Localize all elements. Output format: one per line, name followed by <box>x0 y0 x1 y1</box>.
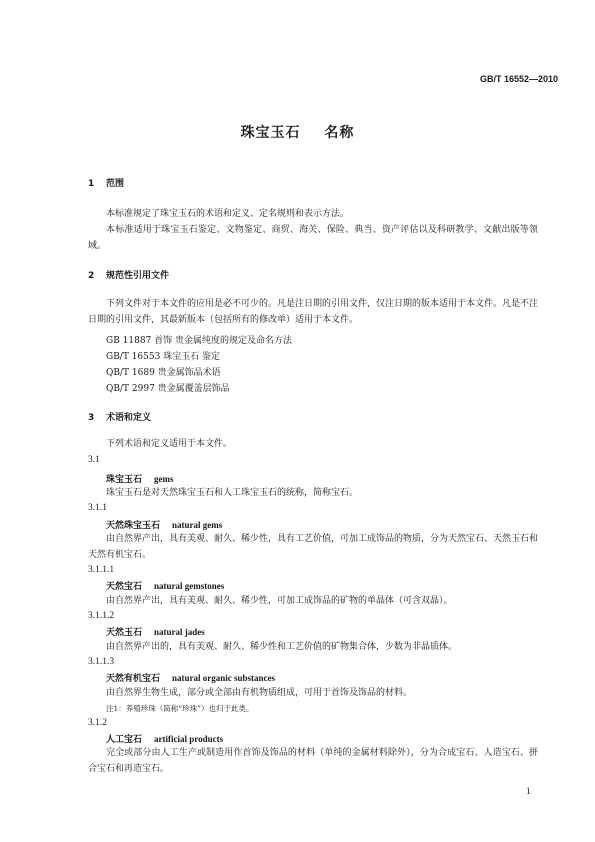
term-en: natural organic substances <box>172 673 276 683</box>
section-1-title: 范围 <box>106 179 125 189</box>
page-number: 1 <box>526 786 531 796</box>
term-zh: 天然有机宝石 <box>106 674 161 684</box>
term-heading <box>106 671 275 684</box>
clause-number: 3.1 <box>88 455 100 465</box>
term-definition: 珠宝玉石是对天然珠宝玉石和人工珠宝玉石的统称，简称宝石。 <box>106 488 359 498</box>
section-1-heading <box>88 176 124 189</box>
clause-number: 3.1.1.1 <box>88 565 115 575</box>
section-3-title: 术语和定义 <box>106 413 152 423</box>
section-2-paragraph-1: 下列文件对于本文件的应用是必不可少的。凡是注日期的引用文件，仅注日期的版本适用于本文件。凡是不注日期的引用文件，其最新版本（包括所有的修改单）适用于本文件。 <box>88 299 539 325</box>
section-1-paragraph-2: 本标准适用于珠宝玉石鉴定、文物鉴定、商贸、海关、保险、典当、资产评估以及科研教学、文献出版等领域。 <box>88 225 538 251</box>
clause-number: 3.1.1 <box>88 503 107 513</box>
section-2-title: 规范性引用文件 <box>106 271 170 281</box>
section-3-heading <box>88 410 151 423</box>
term-zh: 珠宝玉石 <box>106 475 143 485</box>
term-en: natural gems <box>172 520 223 530</box>
standard-number: GB/T 16552—2010 <box>480 74 559 84</box>
normative-reference: QB/T 1689 贵金属饰品术语 <box>106 368 221 378</box>
term-definition: 由自然界产出，具有美观、耐久、稀少性，具有工艺价值，可加工成饰品的物质，分为天然宝石、天然玉石和天然有机宝石。 <box>88 534 539 560</box>
term-zh: 天然玉石 <box>106 628 143 638</box>
clause-number: 3.1.1.3 <box>88 657 115 667</box>
normative-reference: GB 11887 首饰 贵金属纯度的规定及命名方法 <box>106 336 293 346</box>
term-note: 注1：养殖珍珠（简称“珍珠”）也归于此类。 <box>106 704 254 713</box>
normative-reference: QB/T 2997 贵金属覆盖层饰品 <box>106 384 230 394</box>
term-definition: 由自然界生物生成，部分或全部由有机物质组成，可用于首饰及饰品的材料。 <box>106 688 413 698</box>
term-heading <box>106 625 205 638</box>
term-heading <box>106 472 174 485</box>
term-definition: 由自然界产出，具有美观、耐久、稀少性，可加工成饰品的矿物的单晶体（可含双晶）。 <box>106 596 453 606</box>
section-2-heading <box>88 268 169 281</box>
clause-number: 3.1.1.2 <box>88 611 115 621</box>
term-zh: 人工宝石 <box>106 735 143 745</box>
section-3-number: 3 <box>88 413 95 423</box>
term-heading <box>106 579 224 592</box>
term-zh: 天然珠宝玉石 <box>106 521 161 531</box>
section-3-paragraph-1: 下列术语和定义适用于本文件。 <box>106 439 233 449</box>
term-definition: 由自然界产出的，具有美观、耐久、稀少性和工艺价值的矿物集合体，少数为非晶质体。 <box>106 642 458 652</box>
term-en: artificial products <box>154 734 224 744</box>
clause-number: 3.1.2 <box>88 718 107 728</box>
section-1-number: 1 <box>88 179 95 189</box>
term-zh: 天然宝石 <box>106 582 143 592</box>
normative-reference: GB/T 16553 珠宝玉石 鉴定 <box>106 352 221 362</box>
term-en: natural jades <box>154 627 205 637</box>
section-2-number: 2 <box>88 271 95 281</box>
term-en: gems <box>154 474 174 484</box>
term-heading <box>106 732 223 745</box>
term-heading <box>106 518 222 531</box>
term-definition: 完全或部分由人工生产或制造用作首饰及饰品的材料（单纯的金属材料除外），分为合成宝石、人造宝石、拼合宝石和再造宝石。 <box>88 748 538 774</box>
document-title: 珠宝玉石 名称 <box>240 125 355 141</box>
section-1-paragraph-1: 本标准规定了珠宝玉石的术语和定义、定名规则和表示方法。 <box>106 209 350 219</box>
term-en: natural gemstones <box>154 581 225 591</box>
